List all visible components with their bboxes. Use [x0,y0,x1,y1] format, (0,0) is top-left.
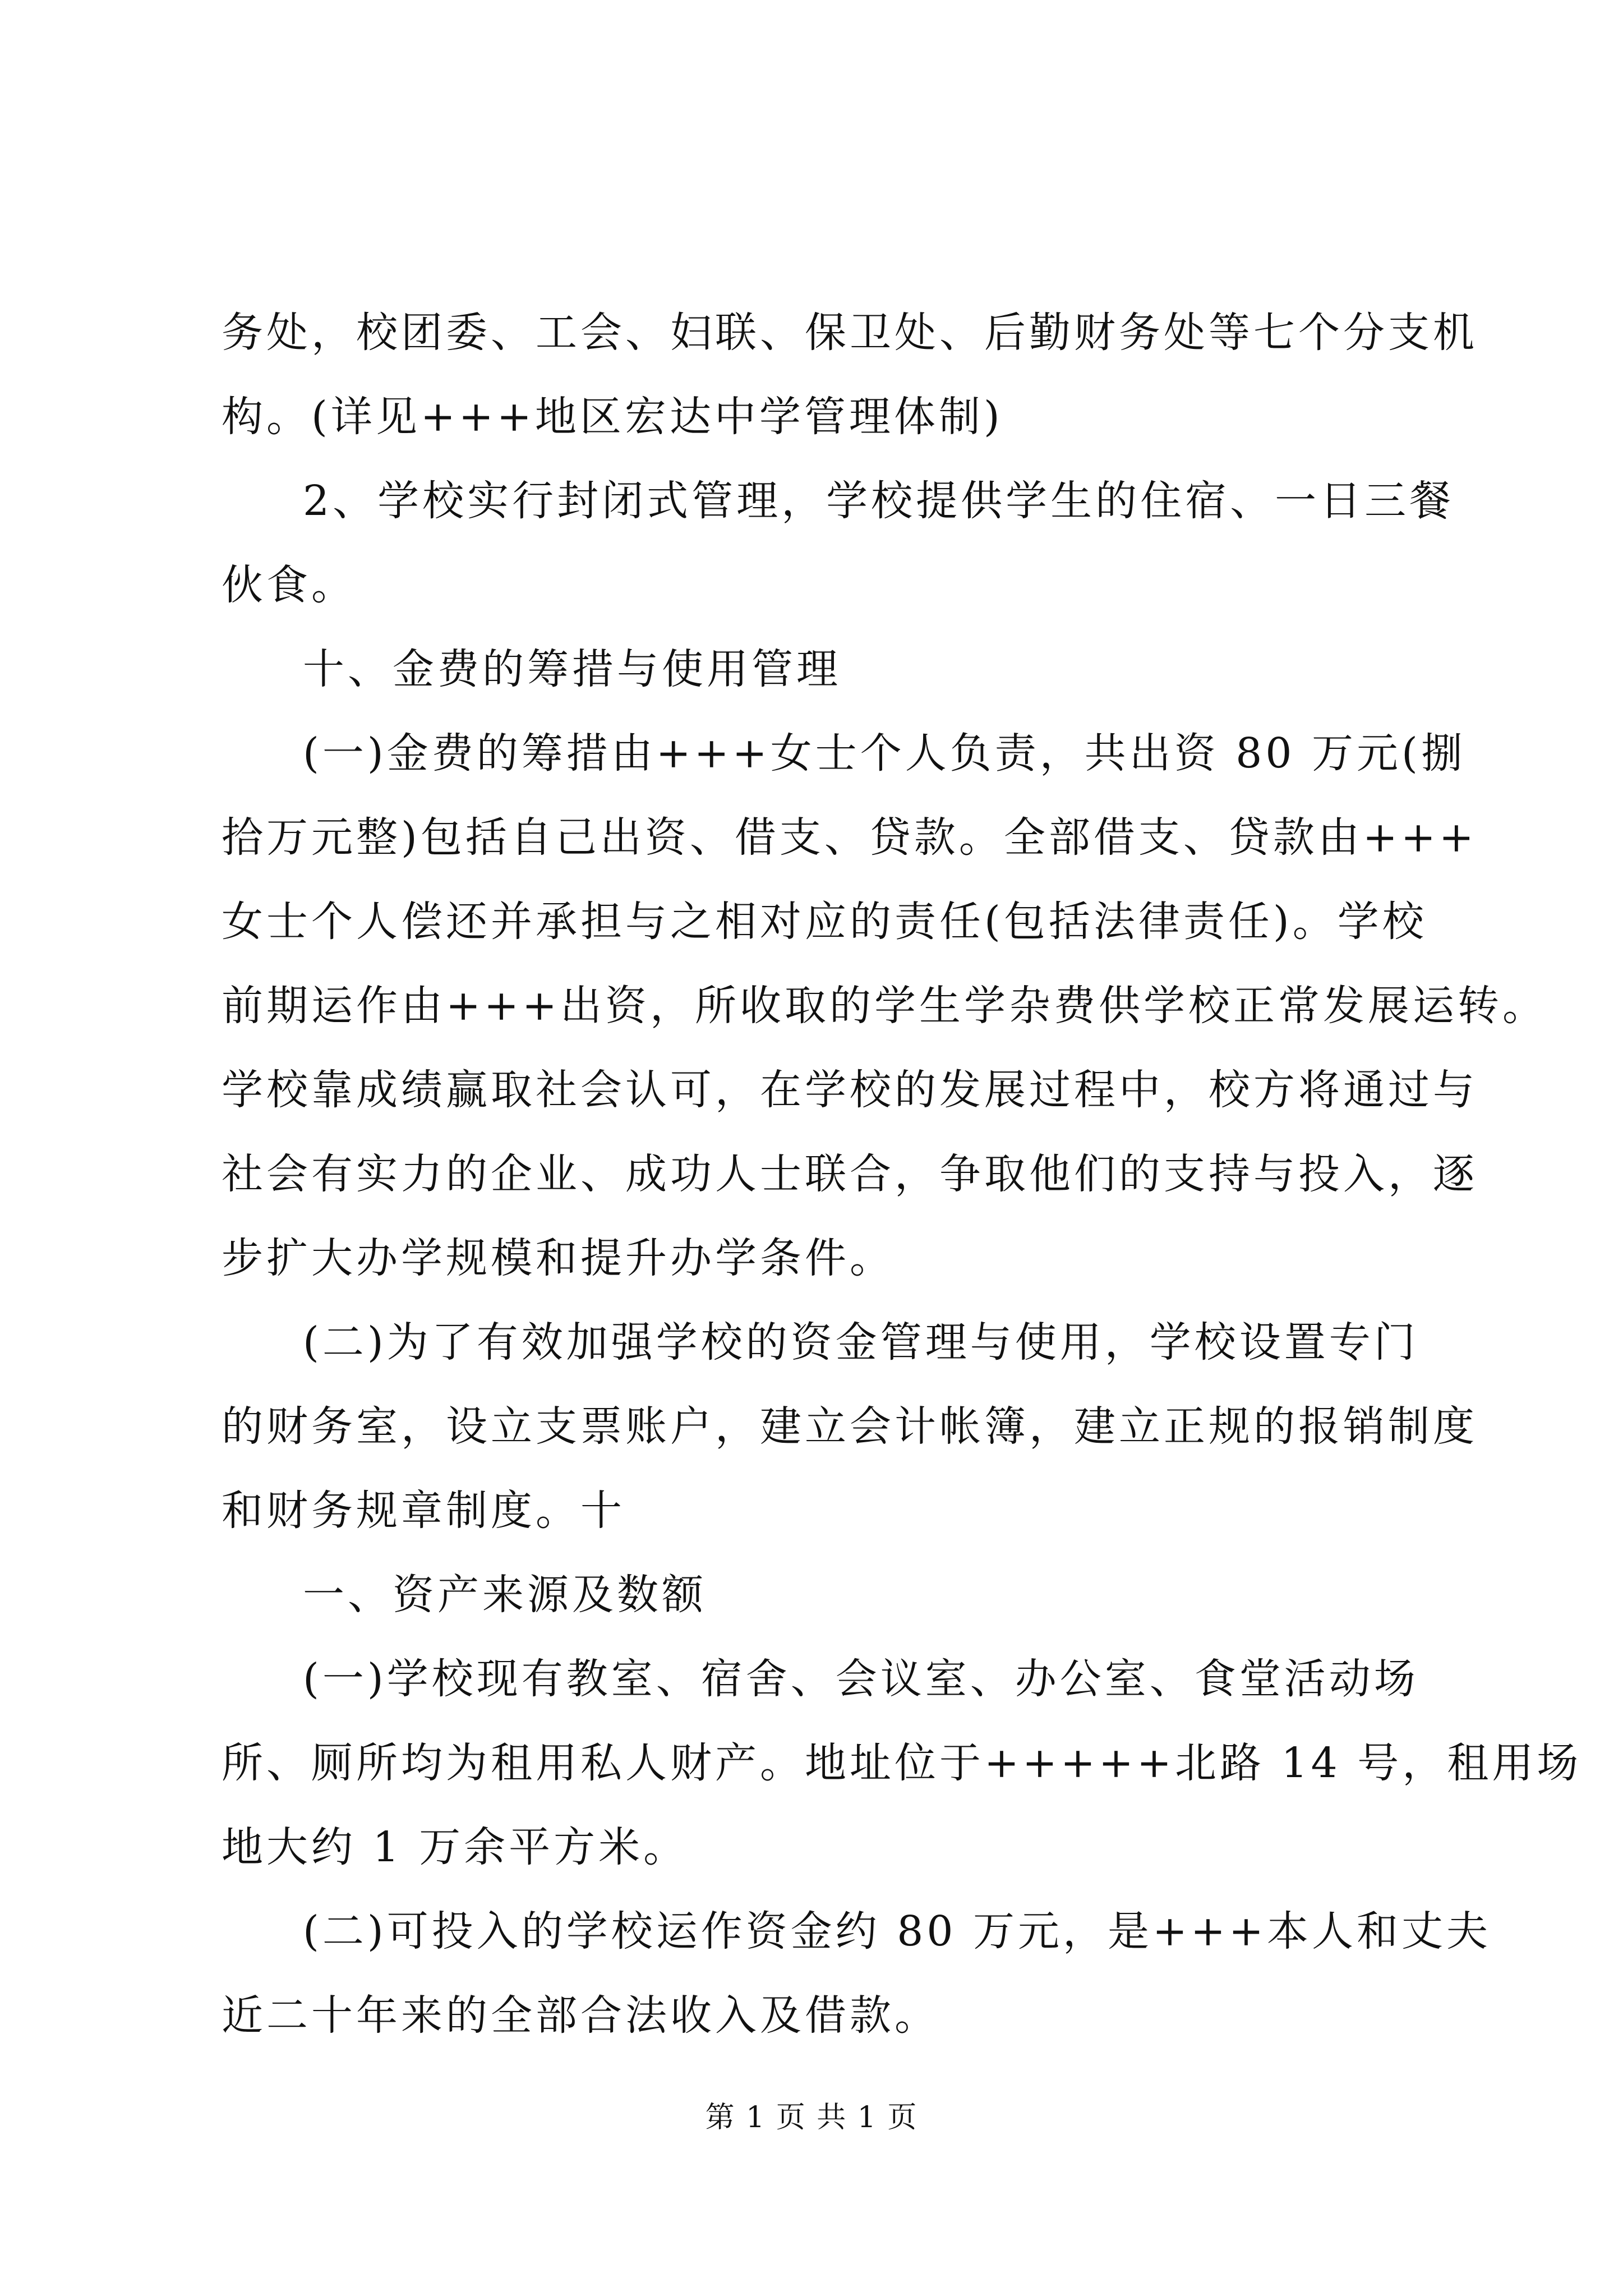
text-line: 步扩大办学规模和提升办学条件。 [222,1234,895,1282]
text-line: 女士个人偿还并承担与之相对应的责任(包括法律责任)。学校 [222,898,1427,946]
text-line: 地大约 1 万余平方米。 [222,1823,689,1871]
text-line: (二)可投入的学校运作资金约 80 万元，是+++本人和丈夫 [303,1907,1491,1955]
text-line: (一)金费的筹措由+++女士个人负责，共出资 80 万元(捌 [303,729,1466,777]
text-line: 和财务规章制度。十 [222,1487,625,1535]
text-line: 拾万元整)包括自己出资、借支、贷款。全部借支、贷款由+++ [222,813,1477,862]
text-line: 社会有实力的企业、成功人士联合，争取他们的支持与投入，逐 [222,1150,1478,1198]
text-line: 务处，校团委、工会、妇联、保卫处、后勤财务处等七个分支机 [222,309,1478,357]
text-line: 近二十年来的全部合法收入及借款。 [222,1991,939,2040]
text-line: (一)学校现有教室、宿舍、会议室、办公室、食堂活动场 [303,1655,1419,1703]
text-line: 所、厕所均为租用私人财产。地址位于+++++北路 14 号，租用场 [222,1739,1582,1787]
text-line: 前期运作由+++出资，所收取的学生学杂费供学校正常发展运转。 [222,982,1548,1030]
text-line: 构。(详见+++地区宏达中学管理体制) [222,393,1003,441]
text-line: 2、学校实行封闭式管理，学校提供学生的住宿、一日三餐 [303,477,1455,525]
text-line: 学校靠成绩赢取社会认可，在学校的发展过程中，校方将通过与 [222,1066,1478,1114]
text-line: 的财务室，设立支票账户，建立会计帐簿，建立正规的报销制度 [222,1402,1478,1451]
text-line: (二)为了有效加强学校的资金管理与使用，学校设置专门 [303,1318,1419,1366]
page-footer: 第 1 页 共 1 页 [705,2101,918,2134]
section-heading: 一、资产来源及数额 [303,1571,707,1619]
section-heading: 十、金费的筹措与使用管理 [303,645,841,693]
text-line: 伙食。 [222,561,356,609]
